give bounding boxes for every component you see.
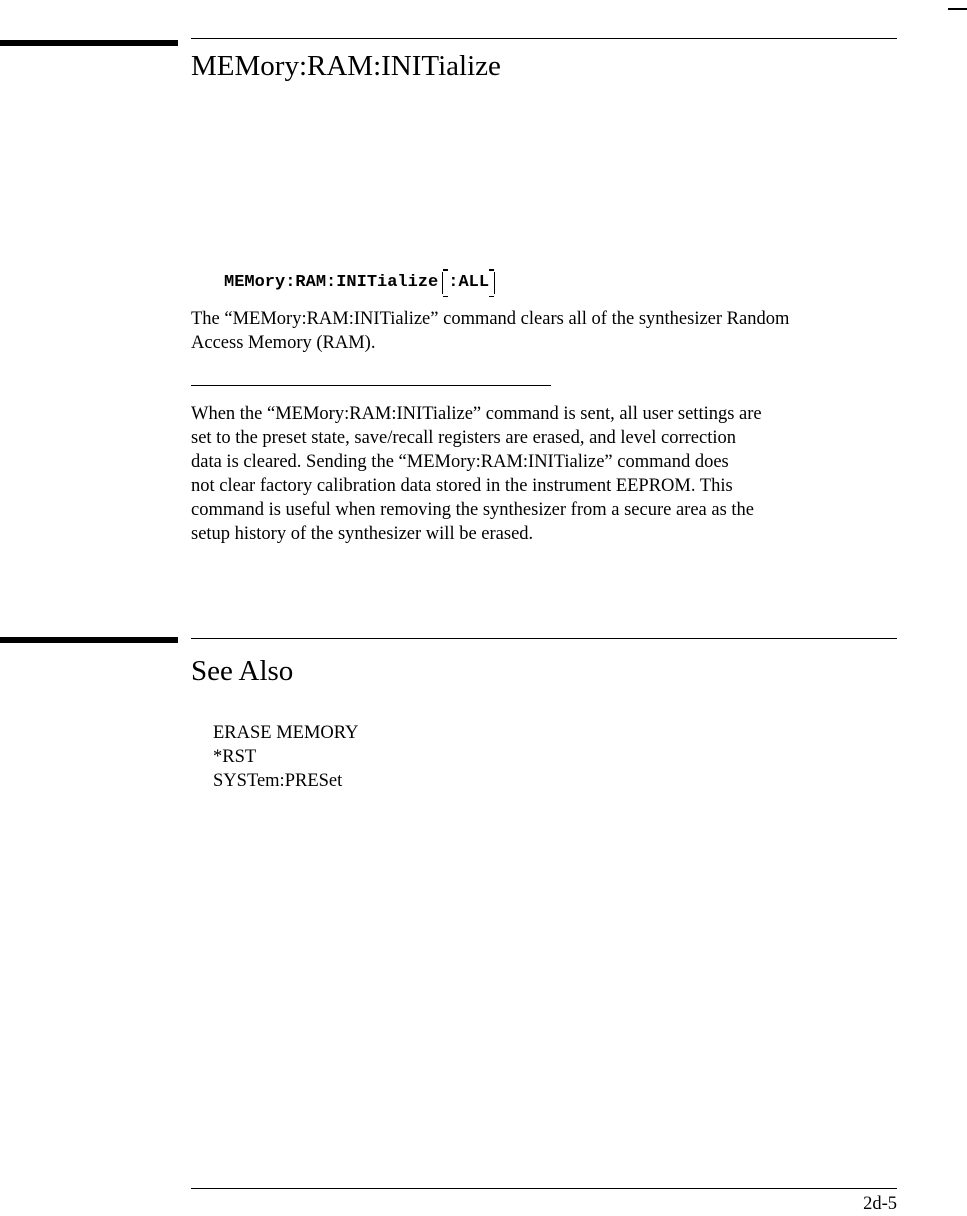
optional-parameter-brackets bbox=[442, 272, 495, 294]
section-title: MEMory:RAM:INITialize bbox=[191, 50, 501, 82]
see-also-item: SYSTem:PRESet bbox=[213, 771, 343, 791]
footer-rule bbox=[191, 1188, 897, 1189]
syntax-command: MEMory:RAM:INITialize bbox=[224, 273, 439, 292]
section-marker-bar bbox=[0, 40, 178, 46]
section-marker-bar bbox=[0, 637, 178, 643]
see-also-item: ERASE MEMORY bbox=[213, 723, 359, 743]
command-syntax bbox=[224, 272, 495, 294]
note-rule bbox=[191, 385, 551, 386]
note-line: not clear factory calibration data stored in the instrument EEPROM. This bbox=[191, 476, 733, 496]
note-line: data is cleared. Sending the “MEMory:RAM:INITialize” command does bbox=[191, 452, 729, 472]
note-line: command is useful when removing the synthesizer from a secure area as the bbox=[191, 500, 755, 520]
syntax-optional: :ALL bbox=[448, 273, 490, 292]
command-description bbox=[191, 307, 897, 355]
note-line: set to the preset state, save/recall registers are erased, and level correction bbox=[191, 428, 736, 448]
note-line: When the “MEMory:RAM:INITialize” command is sent, all user settings are bbox=[191, 404, 762, 424]
corner-mark bbox=[948, 8, 967, 10]
description-line: The “MEMory:RAM:INITialize” command clears all of the synthesizer Random bbox=[191, 309, 790, 329]
page-number: 2d-5 bbox=[863, 1194, 897, 1214]
description-line: Access Memory (RAM). bbox=[191, 333, 376, 353]
note-line: setup history of the synthesizer will be erased. bbox=[191, 524, 534, 544]
section-rule bbox=[191, 38, 897, 39]
note-paragraph bbox=[191, 402, 897, 546]
section-rule bbox=[191, 638, 897, 639]
see-also-item: *RST bbox=[213, 747, 257, 767]
see-also-title: See Also bbox=[191, 655, 294, 687]
